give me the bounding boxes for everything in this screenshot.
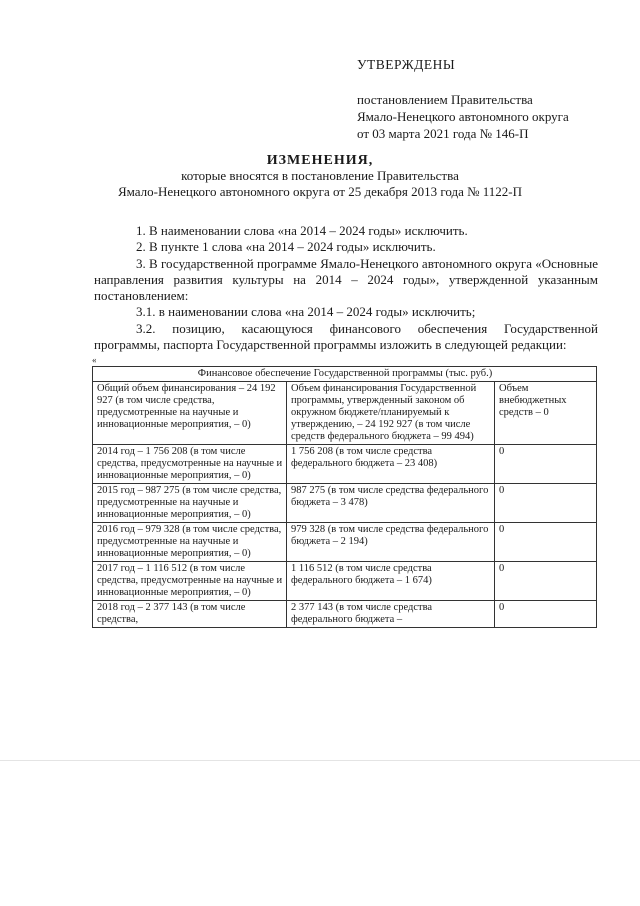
document-body xyxy=(94,223,598,353)
approval-block xyxy=(357,56,569,142)
table-cell: 2014 год – 1 756 208 (в том числе средства, предусмотренные на научные и инновационные мероприятия, – 0) xyxy=(93,445,287,484)
document-title: ИЗМЕНЕНИЯ, xyxy=(266,153,374,168)
table-cell: 2015 год – 987 275 (в том числе средства, предусмотренные на научные и инновационные мероприятия, – 0) xyxy=(93,484,287,523)
subtitle-line: Ямало-Ненецкого автономного округа от 25 декабря 2013 года № 1122-П xyxy=(117,184,523,199)
paragraph: 3.2. позицию, касающуюся финансового обеспечения Государственной программы, паспорта Государственной программы изложить в следующей редакции: xyxy=(94,320,598,353)
table-header-row xyxy=(93,367,597,382)
approval-line: от 03 марта 2021 года № 146-П xyxy=(357,126,529,141)
approval-line: постановлением Правительства xyxy=(357,92,533,107)
table-cell: Объем финансирования Государственной программы, утвержденный законом об окружном бюджете/планируемый к утверждению, – 24 192 927 (в том числе средств федерального бюджета – 99 494) xyxy=(287,382,495,445)
paragraph: 3.1. в наименовании слова «на 2014 – 2024 годы» исключить; xyxy=(136,304,476,320)
table-row xyxy=(93,523,597,562)
table-row xyxy=(93,445,597,484)
table-cell: 0 xyxy=(495,601,597,628)
financing-table xyxy=(92,366,597,628)
approval-heading: УТВЕРЖДЕНЫ xyxy=(357,57,456,72)
table-cell: 2016 год – 979 328 (в том числе средства, предусмотренные на научные и инновационные мероприятия, – 0) xyxy=(93,523,287,562)
table-header: Финансовое обеспечение Государственной программы (тыс. руб.) xyxy=(93,367,597,382)
table-row xyxy=(93,601,597,628)
table-row xyxy=(93,484,597,523)
subtitle-line: которые вносятся в постановление Правительства xyxy=(181,168,459,183)
table-cell: 2 377 143 (в том числе средства федерального бюджета – xyxy=(287,601,495,628)
quote-mark: « xyxy=(92,355,97,365)
table-cell: 979 328 (в том числе средства федерального бюджета – 2 194) xyxy=(287,523,495,562)
table-cell: Общий объем финансирования – 24 192 927 (в том числе средства, предусмотренные на научные и инновационные мероприятия, – 0) xyxy=(93,382,287,445)
table-cell: Объем внебюджетных средств – 0 xyxy=(495,382,597,445)
document-subtitle xyxy=(0,168,640,200)
table-cell: 1 116 512 (в том числе средства федерального бюджета – 1 674) xyxy=(287,562,495,601)
table-cell: 0 xyxy=(495,445,597,484)
table-cell: 0 xyxy=(495,562,597,601)
paragraph: 3. В государственной программе Ямало-Ненецкого автономного округа «Основные направления развития культуры на 2014 – 2024 годы», утвержденной указанным постановлением: xyxy=(94,255,598,304)
table-row xyxy=(93,562,597,601)
table-cell: 987 275 (в том числе средства федерального бюджета – 3 478) xyxy=(287,484,495,523)
table-cell: 1 756 208 (в том числе средства федерального бюджета – 23 408) xyxy=(287,445,495,484)
blank-area xyxy=(0,760,640,906)
table-cell: 2018 год – 2 377 143 (в том числе средства, xyxy=(93,601,287,628)
table-cell: 2017 год – 1 116 512 (в том числе средства, предусмотренные на научные и инновационные мероприятия, – 0) xyxy=(93,562,287,601)
table-row xyxy=(93,382,597,445)
paragraph: 1. В наименовании слова «на 2014 – 2024 годы» исключить. xyxy=(136,223,468,238)
table-cell: 0 xyxy=(495,523,597,562)
paragraph: 2. В пункте 1 слова «на 2014 – 2024 годы» исключить. xyxy=(136,239,436,255)
table-cell: 0 xyxy=(495,484,597,523)
approval-line: Ямало-Ненецкого автономного округа xyxy=(357,109,569,124)
